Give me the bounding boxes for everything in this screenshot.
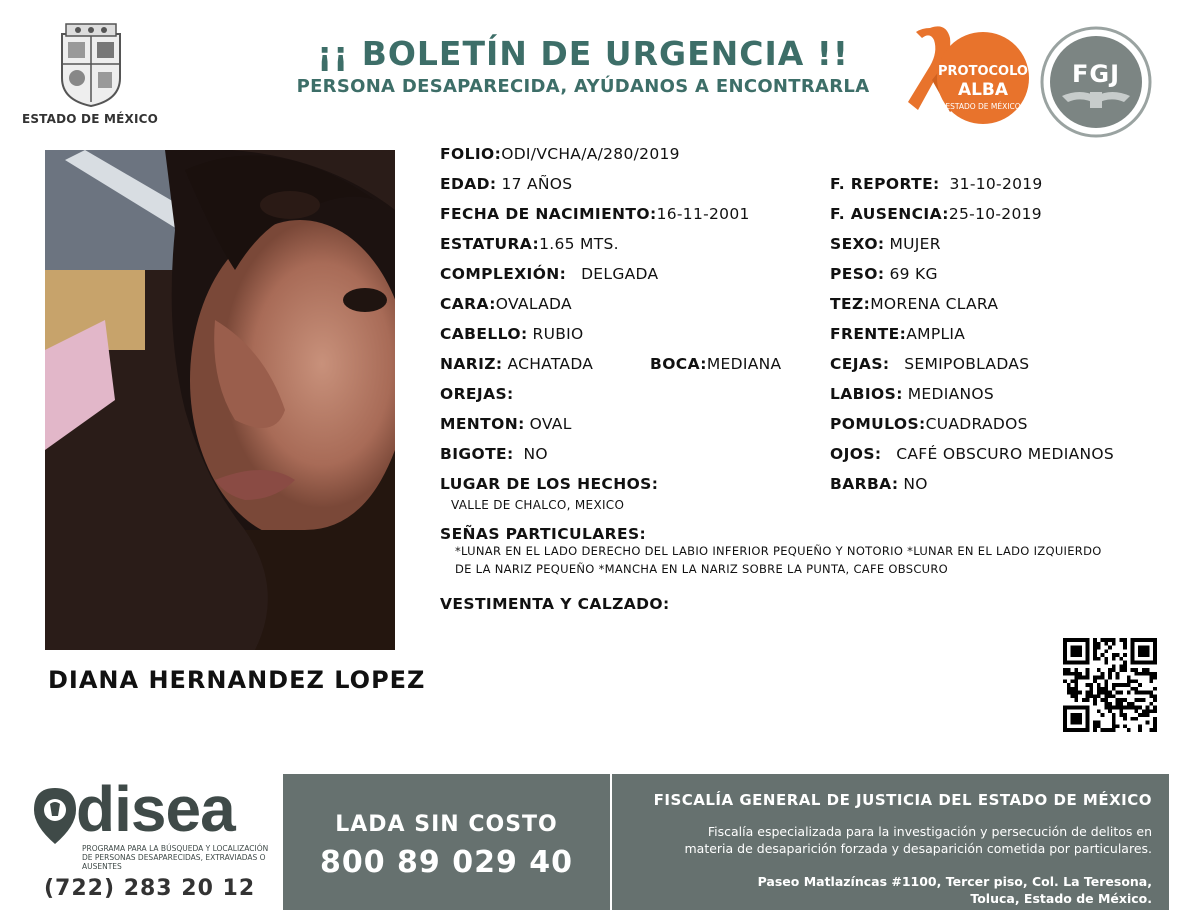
lada-label: LADA SIN COSTO bbox=[335, 812, 558, 837]
field-complexion: COMPLEXIÓN: DELGADA bbox=[440, 265, 659, 283]
field-labios: LABIOS: MEDIANOS bbox=[830, 385, 995, 403]
odisea-phone[interactable]: (722) 283 20 12 bbox=[44, 876, 256, 901]
field-bigote: BIGOTE: NO bbox=[440, 445, 548, 463]
fgj-text: FGJ bbox=[1071, 60, 1121, 88]
field-boca: BOCA:MEDIANA bbox=[650, 355, 782, 373]
address-line2: Toluca, Estado de México. bbox=[970, 891, 1152, 906]
missing-person-photo bbox=[45, 150, 395, 650]
field-cejas: CEJAS: SEMIPOBLADAS bbox=[830, 355, 1030, 373]
field-barba: BARBA: NO bbox=[830, 475, 928, 493]
address-line1: Paseo Matlazíncas #1100, Tercer piso, Col. La Teresona, bbox=[757, 874, 1152, 889]
fiscalia-description bbox=[612, 823, 1152, 857]
state-label: ESTADO DE MÉXICO bbox=[21, 112, 159, 126]
odisea-logo bbox=[30, 773, 280, 880]
field-ojos: OJOS: CAFÉ OBSCURO MEDIANOS bbox=[830, 445, 1115, 463]
odisea-brand: disea bbox=[76, 773, 235, 845]
field-cara: CARA:OVALADA bbox=[440, 295, 572, 313]
fiscalia-address bbox=[612, 873, 1152, 907]
odisea-pin-icon bbox=[30, 786, 80, 846]
senas-line2: DE LA NARIZ PEQUEÑO *MANCHA EN LA NARIZ SOBRE LA PUNTA, CAFE OBSCURO bbox=[455, 562, 949, 576]
person-name: DIANA HERNANDEZ LOPEZ bbox=[48, 666, 426, 694]
bulletin-subtitle: PERSONA DESAPARECIDA, AYÚDANOS A ENCONTRARLA bbox=[296, 76, 870, 97]
fiscalia-desc-line2: materia de desaparición forzada y desaparición cometida por particulares. bbox=[684, 841, 1152, 856]
odisea-tagline: PROGRAMA PARA LA BÚSQUEDA Y LOCALIZACIÓN DE PERSONAS DESAPARECIDAS, EXTRAVIADAS O AUSENTES bbox=[82, 844, 269, 871]
protocolo-alba-logo bbox=[900, 22, 1030, 132]
vestimenta-label: VESTIMENTA Y CALZADO: bbox=[440, 595, 670, 613]
bulletin-title: ¡¡ BOLETÍN DE URGENCIA !! bbox=[317, 34, 849, 73]
alba-line1: PROTOCOLO bbox=[938, 64, 1028, 79]
fgj-emblem-icon bbox=[1040, 26, 1152, 138]
field-fecha-nacimiento: FECHA DE NACIMIENTO:16-11-2001 bbox=[440, 205, 750, 223]
field-menton: MENTON: OVAL bbox=[440, 415, 572, 433]
field-cabello: CABELLO: RUBIO bbox=[440, 325, 584, 343]
edomex-seal-icon bbox=[52, 20, 130, 108]
fiscalia-title: FISCALÍA GENERAL DE JUSTICIA DEL ESTADO DE MÉXICO bbox=[653, 791, 1152, 809]
field-pomulos: POMULOS:CUADRADOS bbox=[830, 415, 1028, 433]
field-tez: TEZ:MORENA CLARA bbox=[830, 295, 999, 313]
senas-line1: *LUNAR EN EL LADO DERECHO DEL LABIO INFERIOR PEQUEÑO Y NOTORIO *LUNAR EN EL LADO IZQUIERDO bbox=[455, 544, 1102, 558]
lada-number[interactable]: 800 89 029 40 bbox=[319, 845, 574, 880]
field-folio: FOLIO:ODI/VCHA/A/280/2019 bbox=[440, 145, 680, 163]
field-peso: PESO: 69 KG bbox=[830, 265, 938, 283]
field-lugar-value: VALLE DE CHALCO, MEXICO bbox=[451, 498, 625, 512]
field-estatura: ESTATURA:1.65 MTS. bbox=[440, 235, 619, 253]
field-nariz: NARIZ: ACHATADA bbox=[440, 355, 594, 373]
fiscalia-desc-line1: Fiscalía especializada para la investigación y persecución de delitos en bbox=[707, 824, 1152, 839]
alba-line3: ESTADO DE MÉXICO bbox=[945, 102, 1021, 111]
alba-line2: ALBA bbox=[957, 80, 1009, 100]
field-sexo: SEXO: MUJER bbox=[830, 235, 941, 253]
senas-label: SEÑAS PARTICULARES: bbox=[440, 525, 647, 543]
field-frente: FRENTE:AMPLIA bbox=[830, 325, 966, 343]
qr-code-icon[interactable] bbox=[1063, 638, 1157, 732]
field-orejas: OREJAS: bbox=[440, 385, 514, 403]
field-lugar-label: LUGAR DE LOS HECHOS: bbox=[440, 475, 659, 493]
field-reporte: F. REPORTE: 31-10-2019 bbox=[830, 175, 1043, 193]
field-edad: EDAD: 17 AÑOS bbox=[440, 175, 573, 193]
field-ausencia: F. AUSENCIA:25-10-2019 bbox=[830, 205, 1042, 223]
